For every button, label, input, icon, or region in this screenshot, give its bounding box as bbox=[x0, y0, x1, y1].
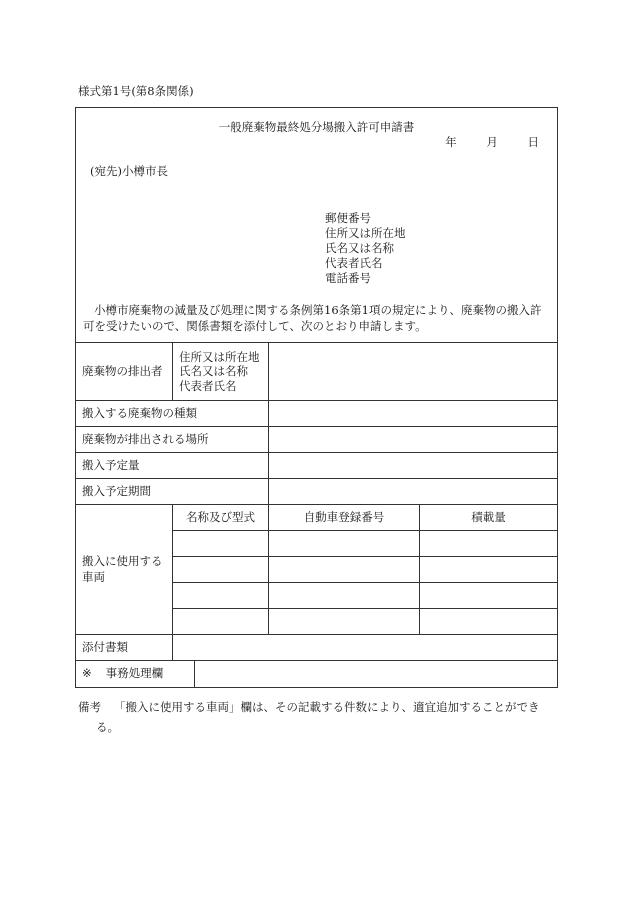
date-day: 日 bbox=[527, 135, 539, 149]
vehicle-col-capacity: 積載量 bbox=[420, 505, 558, 531]
form-header bbox=[76, 108, 558, 343]
document-title: 一般廃棄物最終処分場搬入許可申請書 bbox=[218, 120, 415, 134]
date-year: 年 bbox=[445, 135, 457, 149]
planned-period-input[interactable] bbox=[269, 479, 558, 505]
vehicle-registration-input[interactable] bbox=[269, 557, 420, 583]
application-form-table bbox=[75, 107, 558, 688]
vehicle-label bbox=[76, 505, 173, 635]
planned-period-label: 搬入予定期間 bbox=[76, 479, 269, 505]
vehicle-capacity-input[interactable] bbox=[420, 531, 558, 557]
vehicle-capacity-input[interactable] bbox=[420, 609, 558, 635]
discharger-name-label: 氏名又は名称 bbox=[179, 364, 248, 379]
waste-type-input[interactable] bbox=[269, 401, 558, 427]
vehicle-registration-input[interactable] bbox=[269, 609, 420, 635]
date-month: 月 bbox=[486, 135, 498, 149]
planned-amount-input[interactable] bbox=[269, 453, 558, 479]
discharge-place-label: 廃棄物が排出される場所 bbox=[76, 427, 269, 453]
remarks-label: 備考 bbox=[78, 700, 101, 714]
vehicle-name-input[interactable] bbox=[173, 557, 269, 583]
discharge-place-input[interactable] bbox=[269, 427, 558, 453]
date-line bbox=[419, 135, 539, 151]
name-label: 氏名又は名称 bbox=[325, 241, 394, 255]
remarks-line-1: 「搬入に使用する車両」欄は、その記載する件数により、適宜追加することができ bbox=[114, 700, 540, 714]
vehicle-capacity-input[interactable] bbox=[420, 557, 558, 583]
application-statement: 小樽市廃棄物の減量及び処理に関する条例第16条第1項の規定により、廃棄物の搬入許可を受けたいので、関係書類を添付して、次のとおり申請します。 bbox=[83, 303, 542, 333]
planned-amount-label: 搬入予定量 bbox=[76, 453, 269, 479]
office-use-text: 事務処理欄 bbox=[105, 666, 164, 681]
vehicle-name-input[interactable] bbox=[173, 583, 269, 609]
office-mark: ※ bbox=[82, 666, 92, 681]
discharger-sub-labels bbox=[173, 343, 269, 401]
office-use-label bbox=[76, 661, 195, 687]
vehicle-capacity-input[interactable] bbox=[420, 583, 558, 609]
vehicle-label-text: 搬入に使用する車両 bbox=[82, 553, 163, 584]
vehicle-registration-input[interactable] bbox=[269, 583, 420, 609]
vehicle-name-input[interactable] bbox=[173, 531, 269, 557]
vehicle-name-input[interactable] bbox=[173, 609, 269, 635]
representative-label: 代表者氏名 bbox=[325, 256, 383, 270]
discharger-label: 廃棄物の排出者 bbox=[76, 343, 173, 401]
office-use-row bbox=[76, 661, 558, 688]
applicant-fields bbox=[325, 211, 406, 286]
postal-code-label: 郵便番号 bbox=[325, 211, 371, 225]
waste-type-label: 搬入する廃棄物の種類 bbox=[76, 401, 269, 427]
vehicle-col-name: 名称及び型式 bbox=[173, 505, 269, 531]
attachments-label: 添付書類 bbox=[76, 635, 173, 661]
discharger-address-label: 住所又は所在地 bbox=[179, 349, 260, 364]
address-label: 住所又は所在地 bbox=[325, 226, 406, 240]
addressee: (宛先)小樽市長 bbox=[90, 164, 168, 178]
vehicle-col-registration: 自動車登録番号 bbox=[269, 505, 420, 531]
discharger-input[interactable] bbox=[269, 343, 558, 401]
remarks-line-2: る。 bbox=[96, 720, 119, 734]
phone-label: 電話番号 bbox=[325, 271, 371, 285]
form-number: 様式第1号(第8条関係) bbox=[78, 84, 194, 98]
office-use-input bbox=[195, 661, 557, 687]
discharger-representative-label: 代表者氏名 bbox=[179, 378, 237, 393]
attachments-input[interactable] bbox=[173, 635, 558, 661]
vehicle-registration-input[interactable] bbox=[269, 531, 420, 557]
remarks bbox=[78, 697, 558, 737]
remarks-text bbox=[96, 697, 558, 737]
